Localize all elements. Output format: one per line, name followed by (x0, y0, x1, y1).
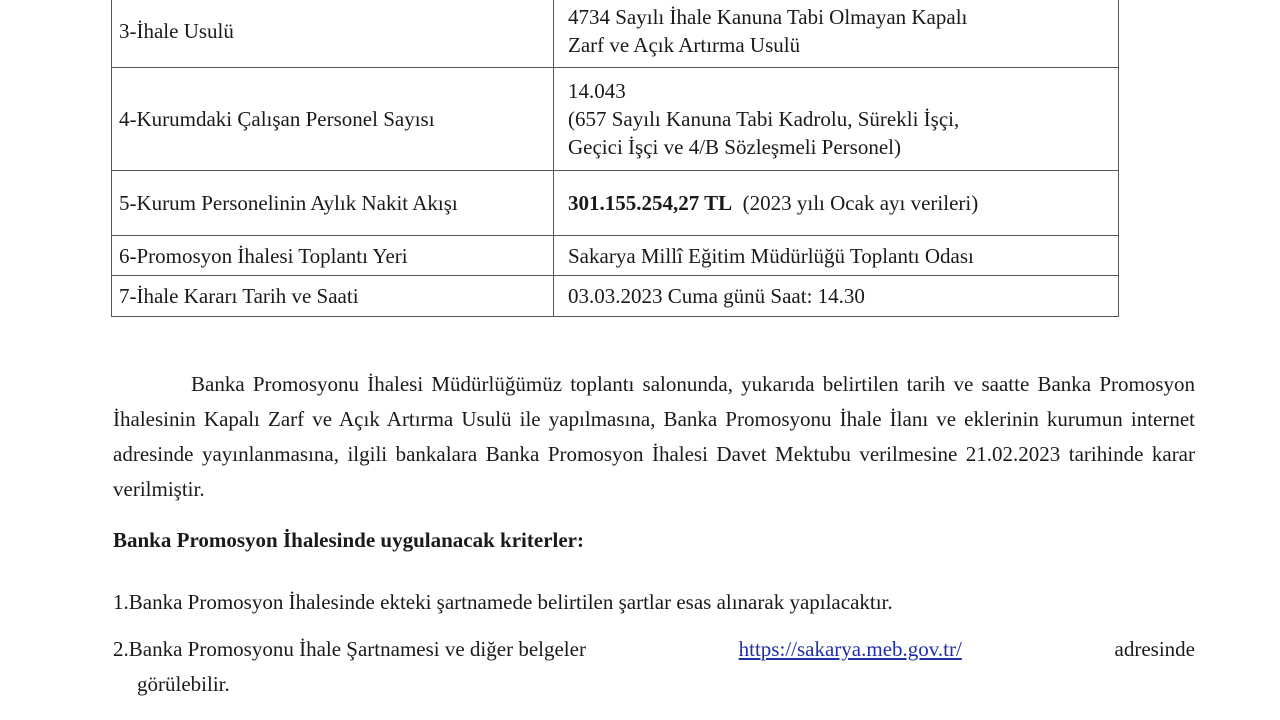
criteria-item-2-line (113, 632, 1195, 667)
row-value-line: Geçici İşçi ve 4/B Sözleşmeli Personel) (568, 135, 901, 159)
table-row (112, 276, 1119, 317)
table-row (112, 171, 1119, 236)
criteria-item-1: 1.Banka Promosyon İhalesinde ekteki şartnamede belirtilen şartlar esas alınarak yapılacaktır. (113, 590, 893, 614)
row-value (554, 171, 1119, 236)
criteria-item-2-suffix: adresinde (1114, 637, 1195, 661)
row-value-line: 4734 Sayılı İhale Kanuna Tabi Olmayan Kapalı (568, 5, 968, 29)
criteria-heading: Banka Promosyon İhalesinde uygulanacak kriterler: (113, 528, 584, 552)
cash-flow-note: (2023 yılı Ocak ayı verileri) (742, 191, 979, 215)
criteria-item-2-continuation: görülebilir. (137, 672, 230, 696)
row-value-line: 14.043 (568, 79, 626, 103)
table-row (112, 68, 1119, 171)
table-row (112, 0, 1119, 68)
decision-paragraph: Banka Promosyonu İhalesi Müdürlüğümüz toplantı salonunda, yukarıda belirtilen tarih ve saatte Banka Promosyon İhalesinin Kapalı Zarf ve Açık Artırma Usulü ile yapılmasına, Banka Promosyonu İhale İlanı ve eklerinin kurumun internet adresinde yayınlanmasına, ilgili bankalara Banka Promosyon İhalesi Davet Mektubu verilmesine 21.02.2023 tarihinde karar verilmiştir. (113, 372, 1195, 501)
cash-flow-amount: 301.155.254,27 TL (568, 191, 733, 215)
row-label: 7-İhale Kararı Tarih ve Saati (112, 276, 554, 317)
row-value: Sakarya Millî Eğitim Müdürlüğü Toplantı Odası (554, 236, 1119, 276)
criteria-item-2 (113, 632, 1195, 702)
row-value (554, 0, 1119, 68)
row-value (554, 68, 1119, 171)
row-label: 3-İhale Usulü (112, 0, 554, 68)
row-value-line: Zarf ve Açık Artırma Usulü (568, 33, 801, 57)
row-label: 4-Kurumdaki Çalışan Personel Sayısı (112, 68, 554, 171)
table-row (112, 236, 1119, 276)
row-label: 5-Kurum Personelinin Aylık Nakit Akışı (112, 171, 554, 236)
tender-info-table (111, 0, 1119, 317)
row-value: 03.03.2023 Cuma günü Saat: 14.30 (554, 276, 1119, 317)
row-label: 6-Promosyon İhalesi Toplantı Yeri (112, 236, 554, 276)
meb-website-link[interactable]: https://sakarya.meb.gov.tr/ (738, 637, 962, 661)
criteria-item-2-text: 2.Banka Promosyonu İhale Şartnamesi ve diğer belgeler (113, 637, 586, 661)
row-value-line: (657 Sayılı Kanuna Tabi Kadrolu, Sürekli İşçi, (568, 107, 960, 131)
